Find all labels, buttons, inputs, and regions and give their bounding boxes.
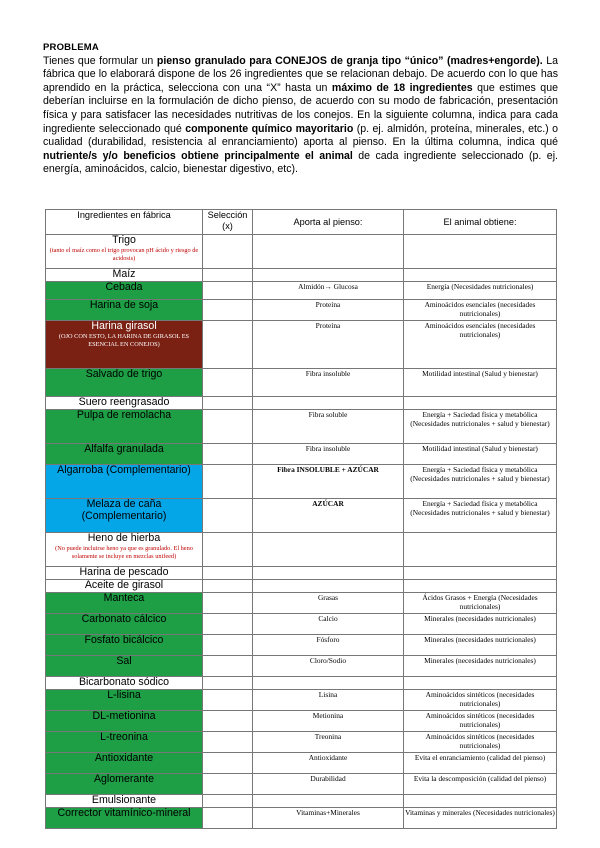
text-part: (p. ej. almidón, proteína, minerales, etc.) o cualidad (durabilidad, resistencia al enranciamiento) aporta al pienso. En la última columna, indica qué — [43, 122, 558, 149]
problem-text — [43, 55, 558, 177]
text-part: que estimes que deberían incluirse en la formulación de dicho pienso, de acuerdo con su modo de fabricación, presentación física y para satisfacer las necesidades nutritivas de los conejos. En la siguiente columna, indica para cada ingrediente seleccionado qué — [43, 81, 558, 135]
ingredient-name: Bicarbonato sódico — [78, 676, 170, 688]
ingredient-name: Salvado de trigo — [85, 368, 163, 380]
selection-cell[interactable] — [203, 795, 253, 808]
obtains-cell: Aminoácidos sintéticos (necesidades nutricionales) — [404, 690, 557, 711]
ingredient-name: Aglomerante — [93, 773, 155, 785]
ingredient-note: (No puede incluirse heno ya que es granulado. El heno solamente se incluye en mezclas unifeed) — [55, 544, 193, 561]
ingredient-cell — [46, 690, 203, 711]
ingredient-name: Harina girasol — [91, 320, 157, 332]
table-row — [46, 369, 557, 397]
ingredient-cell — [46, 732, 203, 753]
ingredient-name: Melaza de caña (Complementario) — [81, 498, 167, 522]
provides-cell: Proteína — [253, 300, 404, 321]
bold-part: pienso granulado para CONEJOS de granja tipo “único” (madres+engorde). — [156, 54, 543, 67]
obtains-cell — [404, 580, 557, 593]
provides-cell: Lisina — [253, 690, 404, 711]
obtains-cell — [404, 235, 557, 269]
table-row — [46, 614, 557, 635]
bold-part: componente químico mayoritario — [185, 122, 354, 135]
obtains-cell — [404, 269, 557, 282]
table-row — [46, 656, 557, 677]
table-row — [46, 465, 557, 499]
selection-cell[interactable] — [203, 580, 253, 593]
ingredient-cell — [46, 499, 203, 533]
provides-cell — [253, 567, 404, 580]
selection-cell[interactable] — [203, 808, 253, 829]
obtains-cell — [404, 677, 557, 690]
provides-cell: Cloro/Sodio — [253, 656, 404, 677]
bold-part: nutriente/s y/o beneficios obtiene principalmente el animal — [43, 149, 353, 162]
selection-cell[interactable] — [203, 499, 253, 533]
ingredient-cell — [46, 808, 203, 829]
obtains-cell: Evita la descomposición (calidad del pienso) — [404, 774, 557, 795]
ingredient-name: Manteca — [103, 592, 145, 604]
provides-cell: Fibra soluble — [253, 410, 404, 444]
selection-cell[interactable] — [203, 774, 253, 795]
ingredient-cell — [46, 444, 203, 465]
selection-cell[interactable] — [203, 593, 253, 614]
table-row — [46, 235, 557, 269]
selection-cell[interactable] — [203, 444, 253, 465]
ingredient-name: Maíz — [112, 268, 136, 280]
obtains-cell — [404, 567, 557, 580]
selection-cell[interactable] — [203, 465, 253, 499]
text-part: Tienes que formular un — [43, 54, 157, 67]
provides-cell: Fibra insoluble — [253, 444, 404, 465]
selection-cell[interactable] — [203, 369, 253, 397]
text-part: de cada ingrediente seleccionado (p. ej. energía, aminoácidos, calcio, bienestar digestivo, etc). — [43, 149, 558, 176]
obtains-cell: Vitaminas y minerales (Necesidades nutricionales) — [404, 808, 557, 829]
obtains-cell: Minerales (necesidades nutricionales) — [404, 614, 557, 635]
provides-cell: Metionina — [253, 711, 404, 732]
obtains-cell: Evita el enranciamiento (calidad del pienso) — [404, 753, 557, 774]
ingredient-cell — [46, 635, 203, 656]
ingredient-cell — [46, 593, 203, 614]
table-row — [46, 711, 557, 732]
provides-cell — [253, 397, 404, 410]
obtains-cell: Energía + Saciedad física y metabólica (Necesidades nutricionales + salud y bienestar) — [404, 465, 557, 499]
selection-cell[interactable] — [203, 690, 253, 711]
ingredient-name: Emulsionante — [91, 794, 157, 806]
selection-cell[interactable] — [203, 282, 253, 300]
selection-cell[interactable] — [203, 635, 253, 656]
table-row — [46, 410, 557, 444]
ingredient-cell — [46, 580, 203, 593]
obtains-cell — [404, 533, 557, 567]
ingredient-cell — [46, 300, 203, 321]
ingredient-name: Heno de hierba — [87, 532, 161, 544]
header-selection: Selección (x) — [203, 210, 253, 235]
provides-cell: Treonina — [253, 732, 404, 753]
table-row — [46, 677, 557, 690]
header-obtains: El animal obtiene: — [404, 210, 557, 235]
selection-cell[interactable] — [203, 567, 253, 580]
ingredient-name: Pulpa de remolacha — [76, 409, 172, 421]
selection-cell[interactable] — [203, 732, 253, 753]
table-row — [46, 795, 557, 808]
ingredient-name: Sal — [116, 655, 132, 667]
ingredient-cell — [46, 369, 203, 397]
table-row — [46, 774, 557, 795]
text-part: La fábrica que lo elaborará dispone de los 26 ingredientes que se relacionan debajo. De acuerdo con lo que has aprendido en la práctica, selecciona con una “X” hasta un — [43, 54, 558, 94]
ingredient-name: L-lisina — [107, 689, 141, 701]
ingredient-cell — [46, 567, 203, 580]
bold-part: máximo de 18 ingredientes — [331, 81, 473, 94]
problem-title: PROBLEMA — [43, 42, 99, 53]
obtains-cell: Aminoácidos esenciales (necesidades nutricionales) — [404, 321, 557, 369]
ingredient-name: Corrector vitamínico-mineral — [57, 807, 191, 819]
header-provides: Aporta al pienso: — [253, 210, 404, 235]
ingredient-cell — [46, 774, 203, 795]
ingredient-name: Alfalfa granulada — [84, 443, 164, 455]
table-row — [46, 808, 557, 829]
ingredient-cell — [46, 269, 203, 282]
header-ingredients: Ingredientes en fábrica — [46, 210, 203, 235]
table-row — [46, 753, 557, 774]
obtains-cell: Energía (Necesidades nutricionales) — [404, 282, 557, 300]
obtains-cell: Energía + Saciedad física y metabólica (Necesidades nutricionales + salud y bienestar) — [404, 499, 557, 533]
table-row — [46, 580, 557, 593]
ingredient-cell — [46, 614, 203, 635]
ingredient-name: Carbonato cálcico — [81, 613, 167, 625]
provides-cell: Vitaminas+Minerales — [253, 808, 404, 829]
selection-cell[interactable] — [203, 300, 253, 321]
ingredient-name: Harina de soja — [89, 299, 159, 311]
ingredient-cell — [46, 465, 203, 499]
selection-cell[interactable] — [203, 533, 253, 567]
ingredient-name: L-treonina — [100, 731, 148, 743]
obtains-cell: Minerales (necesidades nutricionales) — [404, 656, 557, 677]
ingredient-cell — [46, 533, 203, 567]
ingredient-cell — [46, 795, 203, 808]
provides-cell: Durabilidad — [253, 774, 404, 795]
ingredient-cell — [46, 410, 203, 444]
table-body — [46, 235, 557, 829]
selection-cell[interactable] — [203, 614, 253, 635]
obtains-cell: Motilidad intestinal (Salud y bienestar) — [404, 369, 557, 397]
ingredient-cell — [46, 282, 203, 300]
obtains-cell — [404, 397, 557, 410]
table-row — [46, 499, 557, 533]
ingredient-cell — [46, 677, 203, 690]
ingredient-name: Aceite de girasol — [84, 579, 164, 591]
selection-cell[interactable] — [203, 410, 253, 444]
ingredient-note: (OJO CON ESTO, LA HARINA DE GIRASOL ES ESENCIAL EN CONEJOS) — [58, 332, 190, 349]
table-row — [46, 269, 557, 282]
ingredient-name: DL-metionina — [92, 710, 156, 722]
table-row — [46, 635, 557, 656]
table-row — [46, 593, 557, 614]
ingredient-note: (tanto el maíz como el trigo provocan pH ácido y riesgo de acidosis) — [49, 246, 199, 263]
obtains-cell: Aminoácidos sintéticos (necesidades nutricionales) — [404, 711, 557, 732]
obtains-cell: Motilidad intestinal (Salud y bienestar) — [404, 444, 557, 465]
provides-cell: Fibra insoluble — [253, 369, 404, 397]
table-row — [46, 282, 557, 300]
provides-cell: AZÚCAR — [253, 499, 404, 533]
ingredient-cell — [46, 397, 203, 410]
obtains-cell: Ácidos Grasos + Energía (Necesidades nutricionales) — [404, 593, 557, 614]
selection-cell[interactable] — [203, 397, 253, 410]
provides-cell — [253, 269, 404, 282]
provides-cell — [253, 795, 404, 808]
table-row — [46, 533, 557, 567]
provides-cell: Calcio — [253, 614, 404, 635]
provides-cell — [253, 533, 404, 567]
ingredient-cell — [46, 711, 203, 732]
selection-cell[interactable] — [203, 656, 253, 677]
obtains-cell — [404, 795, 557, 808]
ingredient-name: Suero reengrasado — [78, 396, 170, 408]
ingredient-name: Algarroba (Complementario) — [57, 464, 191, 476]
ingredient-name: Trigo — [112, 234, 136, 246]
ingredient-name: Fosfato bicálcico — [84, 634, 164, 646]
selection-cell[interactable] — [203, 753, 253, 774]
table-row — [46, 567, 557, 580]
ingredient-cell — [46, 753, 203, 774]
provides-cell: Antioxidante — [253, 753, 404, 774]
obtains-cell: Energía + Saciedad física y metabólica (Necesidades nutricionales + salud y bienestar) — [404, 410, 557, 444]
provides-cell — [253, 235, 404, 269]
table-row — [46, 397, 557, 410]
provides-cell: Fibra INSOLUBLE + AZÚCAR — [253, 465, 404, 499]
obtains-cell: Aminoácidos esenciales (necesidades nutricionales) — [404, 300, 557, 321]
selection-cell[interactable] — [203, 269, 253, 282]
table-row — [46, 732, 557, 753]
table-row — [46, 321, 557, 369]
ingredient-name: Harina de pescado — [79, 566, 169, 578]
selection-cell[interactable] — [203, 321, 253, 369]
table-row — [46, 300, 557, 321]
provides-cell: Fósforo — [253, 635, 404, 656]
ingredient-name: Cebada — [105, 281, 143, 293]
ingredient-cell — [46, 235, 203, 269]
selection-cell[interactable] — [203, 711, 253, 732]
provides-cell: Almidón→ Glucosa — [253, 282, 404, 300]
ingredient-cell — [46, 321, 203, 369]
obtains-cell: Aminoácidos sintéticos (necesidades nutricionales) — [404, 732, 557, 753]
provides-cell — [253, 677, 404, 690]
table-row — [46, 690, 557, 711]
table-row — [46, 444, 557, 465]
provides-cell: Grasas — [253, 593, 404, 614]
provides-cell — [253, 580, 404, 593]
ingredients-table — [45, 209, 557, 829]
selection-cell[interactable] — [203, 235, 253, 269]
ingredient-name: Antioxidante — [94, 752, 154, 764]
provides-cell: Proteína — [253, 321, 404, 369]
table-header-row — [46, 210, 557, 235]
ingredient-cell — [46, 656, 203, 677]
selection-cell[interactable] — [203, 677, 253, 690]
obtains-cell: Minerales (necesidades nutricionales) — [404, 635, 557, 656]
problem-statement — [43, 41, 558, 177]
